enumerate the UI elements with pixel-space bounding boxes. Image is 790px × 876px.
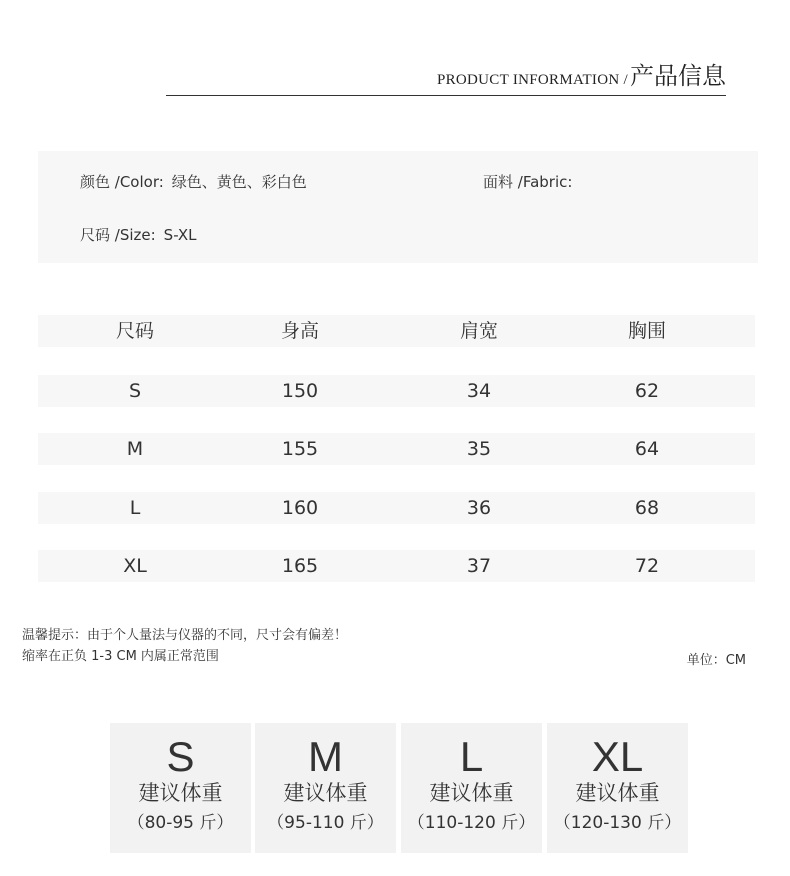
table-cell: 37 <box>466 555 492 577</box>
table-cell: 35 <box>466 438 492 460</box>
card-label: 建议体重 <box>575 781 660 805</box>
size-field <box>80 224 197 245</box>
weight-card-l <box>401 723 542 853</box>
card-size: L <box>459 733 484 780</box>
table-row <box>38 433 755 465</box>
table-cell: M <box>126 438 144 460</box>
table-cell: 62 <box>634 380 660 402</box>
shrinkage-note: 缩率在正负 1-3 CM 内属正常范围 <box>22 649 219 664</box>
color-label: 颜色 /Color: <box>80 173 164 191</box>
table-header-cell: 肩宽 <box>459 320 498 342</box>
fabric-field <box>483 171 580 192</box>
table-cell: 34 <box>466 380 492 402</box>
table-cell: 160 <box>281 497 319 519</box>
table-cell: 64 <box>634 438 660 460</box>
color-value: 绿色、黄色、彩白色 <box>171 173 307 191</box>
table-row <box>38 550 755 582</box>
card-size: S <box>166 733 195 780</box>
table-row <box>38 492 755 524</box>
table-cell: 150 <box>281 380 319 402</box>
header-divider <box>166 95 726 96</box>
table-cell: 36 <box>466 497 492 519</box>
card-weight-range: （120-130 斤） <box>553 813 682 833</box>
card-weight-range: （110-120 斤） <box>407 813 536 833</box>
measurement-tip: 温馨提示：由于个人量法与仪器的不同，尺寸会有偏差！ <box>22 628 348 643</box>
page-title-en: PRODUCT INFORMATION / <box>436 72 628 88</box>
card-weight-range: （80-95 斤） <box>127 813 234 833</box>
weight-card-m <box>255 723 396 853</box>
table-header-row <box>38 315 755 347</box>
page-title-cn: 产品信息 <box>630 62 726 90</box>
table-cell: L <box>129 497 141 519</box>
fabric-label: 面料 /Fabric: <box>483 173 573 191</box>
table-header-cell: 尺码 <box>115 320 154 342</box>
card-size: XL <box>591 733 644 780</box>
table-row <box>38 375 755 407</box>
card-size: M <box>308 733 343 780</box>
table-header-cell: 胸围 <box>627 320 666 342</box>
page-title <box>437 56 726 91</box>
table-cell: XL <box>123 555 147 577</box>
weight-card-xl <box>547 723 688 853</box>
table-cell: S <box>128 380 142 402</box>
weight-card-s <box>110 723 251 853</box>
product-info-box <box>38 151 758 263</box>
size-value: S-XL <box>163 226 197 244</box>
card-label: 建议体重 <box>283 781 368 805</box>
size-label: 尺码 /Size: <box>80 226 156 244</box>
table-cell: 68 <box>634 497 660 519</box>
card-label: 建议体重 <box>429 781 514 805</box>
table-cell: 165 <box>281 555 319 577</box>
table-cell: 155 <box>281 438 319 460</box>
card-label: 建议体重 <box>138 781 223 805</box>
color-field <box>80 171 307 192</box>
table-header-cell: 身高 <box>280 320 319 342</box>
table-cell: 72 <box>634 555 660 577</box>
unit-label: 单位：CM <box>686 653 746 668</box>
card-weight-range: （95-110 斤） <box>267 813 384 833</box>
